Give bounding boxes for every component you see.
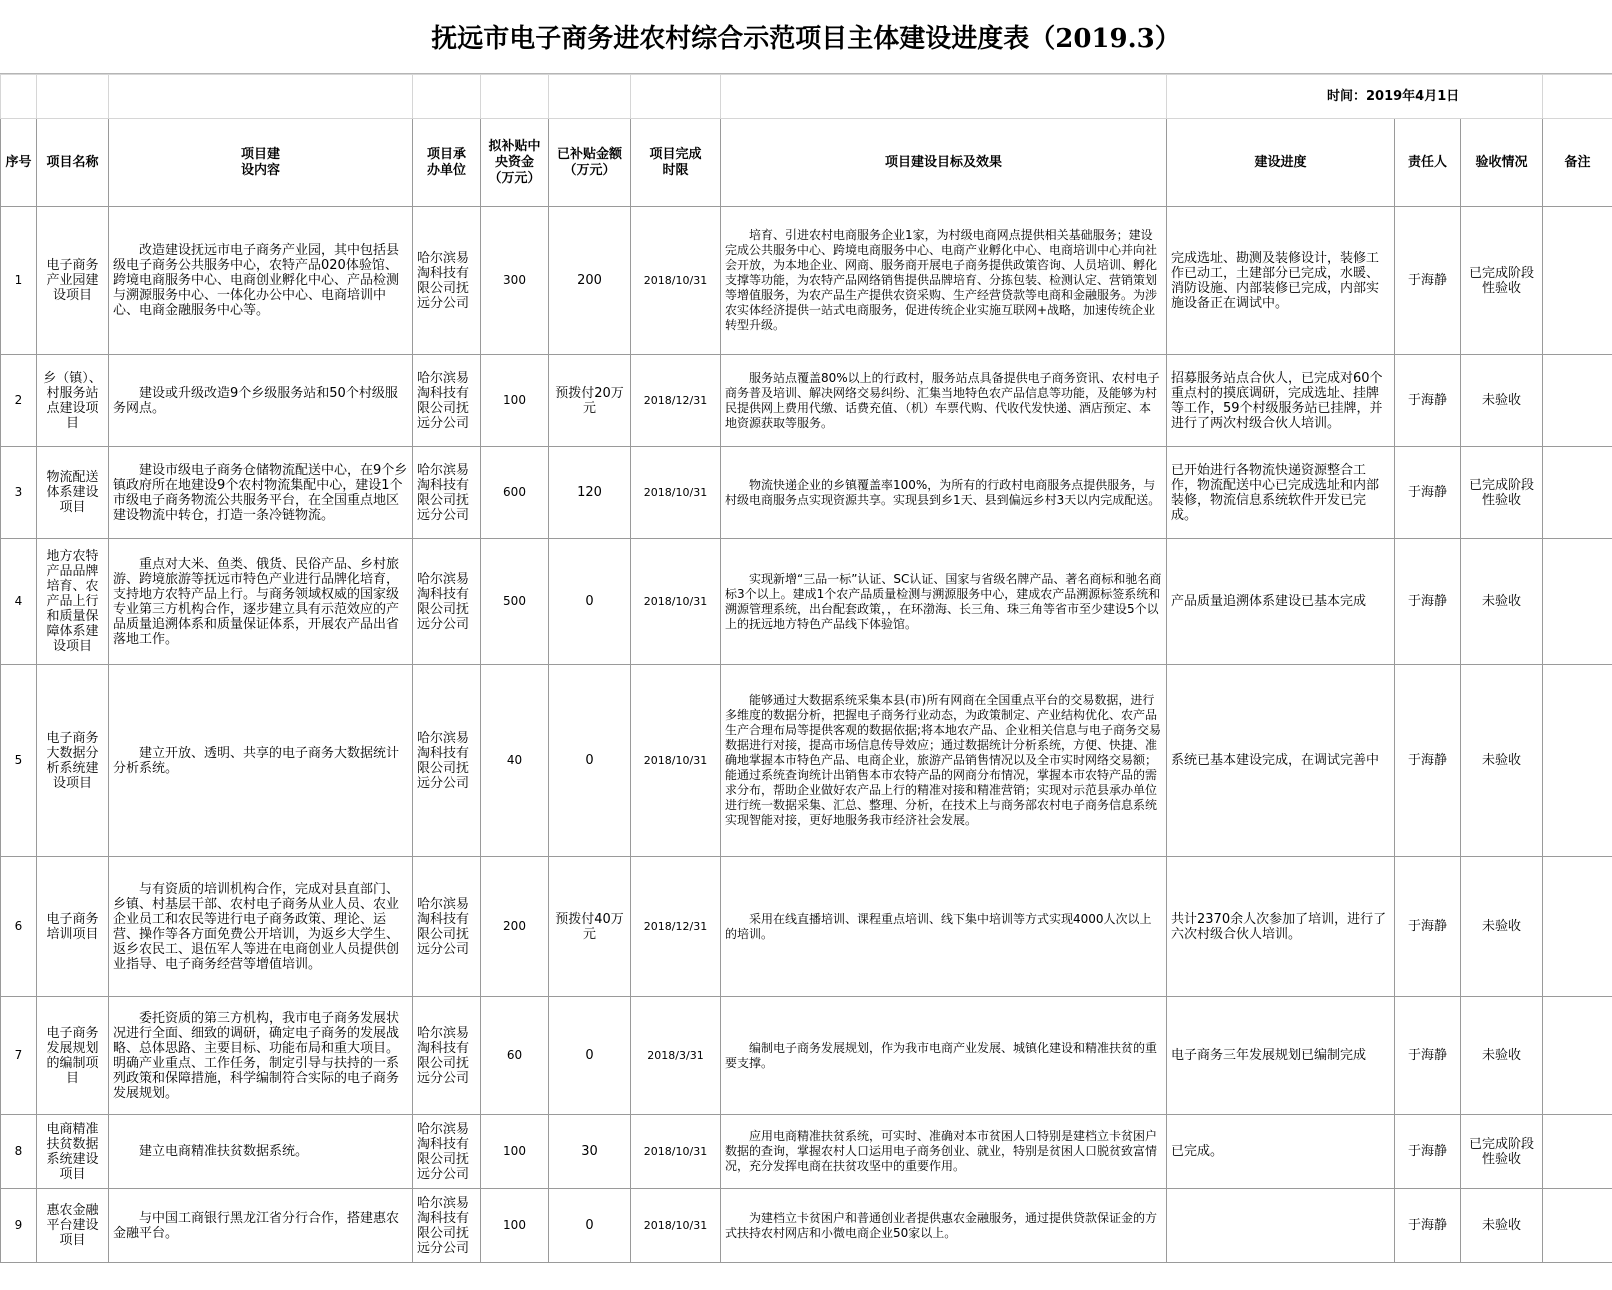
cell-content: 建设或升级改造9个乡级服务站和50个村级服务网点。	[109, 355, 413, 447]
cell-unit: 哈尔滨易淘科技有限公司抚远分公司	[413, 665, 481, 857]
cell-goal: 实现新增“三品一标”认证、SC认证、国家与省级名牌产品、著名商标和驰名商标3个以上。建成1个农产品质量检测与溯源服务中心，建成农产品溯源标签系统和溯源管理系统，出台配套政策，，在环渤海、长三角、珠三角等省市至少建设5个以上的抚远地方特色产品线下体验馆。	[721, 539, 1167, 665]
cell-paid: 预拨付20万元	[549, 355, 631, 447]
cell-note	[1543, 447, 1612, 539]
cell-content: 建立开放、透明、共享的电子商务大数据统计分析系统。	[109, 665, 413, 857]
cell-goal: 能够通过大数据系统采集本县(市)所有网商在全国重点平台的交易数据，进行多维度的数据分析，把握电子商务行业动态，为政策制定、产业结构优化、农产品生产合理布局等提供客观的数据依据;将本地农产品、企业相关信息与电子商务交易数据进行对接，提高市场信息传导效应；通过数据统计分析系统，方便、快捷、准确地掌握本市特色产品、电商企业，旅游产品销售情况以及全市实时网络交易额；能通过系统查询统计出销售本市农特产品的网商分布情况，掌握本市农特产品的需求分布，帮助企业做好农产品上行的精准对接和精准营销；实现对示范县承办单位进行统一数据采集、汇总、整理、分析，在技术上与商务部农村电子商务信息系统实现智能对接，更好地服务我市经济社会发展。	[721, 665, 1167, 857]
header-owner: 责任人	[1395, 119, 1461, 207]
header-deadline: 项目完成 时限	[631, 119, 721, 207]
cell-no: 6	[1, 857, 37, 997]
table-row	[1, 539, 1612, 665]
cell-fund: 40	[481, 665, 549, 857]
report-date: 时间：2019年4月1日	[1167, 75, 1543, 119]
cell-owner: 于海静	[1395, 1189, 1461, 1263]
cell-owner: 于海静	[1395, 447, 1461, 539]
cell-progress	[1167, 1189, 1395, 1263]
cell-accept: 未验收	[1461, 997, 1543, 1115]
cell-content: 建设市级电子商务仓储物流配送中心，在9个乡镇政府所在地建设9个农村物流集配中心，建设1个市级电子商务物流公共服务平台，在全国重点地区建设物流中转仓，打造一条冷链物流。	[109, 447, 413, 539]
cell-no: 4	[1, 539, 37, 665]
cell-progress: 招募服务站点合伙人，已完成对60个重点村的摸底调研，完成选址、挂牌等工作，59个村级服务站已挂牌，并进行了两次村级合伙人培训。	[1167, 355, 1395, 447]
header-fund: 拟补贴中 央资金 （万元）	[481, 119, 549, 207]
cell-deadline: 2018/10/31	[631, 1115, 721, 1189]
cell-note	[1543, 1115, 1612, 1189]
header-progress: 建设进度	[1167, 119, 1395, 207]
cell-unit: 哈尔滨易淘科技有限公司抚远分公司	[413, 997, 481, 1115]
table-row	[1, 207, 1612, 355]
cell-accept: 已完成阶段性验收	[1461, 447, 1543, 539]
cell-accept: 未验收	[1461, 355, 1543, 447]
cell-note	[1543, 1189, 1612, 1263]
cell-fund: 200	[481, 857, 549, 997]
cell-note	[1543, 207, 1612, 355]
cell-no: 9	[1, 1189, 37, 1263]
cell-accept: 已完成阶段性验收	[1461, 1115, 1543, 1189]
cell-note	[1543, 539, 1612, 665]
cell-content: 委托资质的第三方机构，我市电子商务发展状况进行全面、细致的调研，确定电子商务的发展战略、总体思路、主要目标、功能布局和重大项目。明确产业重点、工作任务，制定引导与扶持的一系列政策和保障措施，科学编制符合实际的电子商务发展规划。	[109, 997, 413, 1115]
cell-deadline: 2018/10/31	[631, 447, 721, 539]
cell-name: 地方农特产品品牌培育、农产品上行和质量保障体系建设项目	[37, 539, 109, 665]
cell-goal: 应用电商精准扶贫系统，可实时、准确对本市贫困人口特别是建档立卡贫困户数据的查询，掌握农村人口运用电子商务创业、就业，特别是贫困人口脱贫致富情况，充分发挥电商在扶贫攻坚中的重要作用。	[721, 1115, 1167, 1189]
cell-paid: 预拨付40万元	[549, 857, 631, 997]
progress-table	[0, 74, 1612, 1263]
cell-accept: 未验收	[1461, 1189, 1543, 1263]
cell-name: 电子商务发展规划的编制项目	[37, 997, 109, 1115]
cell-paid: 0	[549, 997, 631, 1115]
cell-content: 与有资质的培训机构合作，完成对县直部门、乡镇、村基层干部、农村电子商务从业人员、农业企业员工和农民等进行电子商务政策、理论、运营、操作等各方面免费公开培训，为返乡大学生、返乡农民工、退伍军人等进在电商创业人员提供创业指导、电子商务经营等增值培训。	[109, 857, 413, 997]
table-row	[1, 857, 1612, 997]
table-row	[1, 1115, 1612, 1189]
cell-unit: 哈尔滨易淘科技有限公司抚远分公司	[413, 355, 481, 447]
cell-fund: 600	[481, 447, 549, 539]
cell-name: 电子商务大数据分析系统建设项目	[37, 665, 109, 857]
header-content: 项目建 设内容	[109, 119, 413, 207]
cell-owner: 于海静	[1395, 207, 1461, 355]
cell-fund: 100	[481, 1115, 549, 1189]
cell-fund: 100	[481, 355, 549, 447]
cell-progress: 共计2370余人次参加了培训，进行了六次村级合伙人培训。	[1167, 857, 1395, 997]
cell-no: 3	[1, 447, 37, 539]
cell-owner: 于海静	[1395, 997, 1461, 1115]
cell-no: 7	[1, 997, 37, 1115]
cell-unit: 哈尔滨易淘科技有限公司抚远分公司	[413, 1115, 481, 1189]
cell-note	[1543, 665, 1612, 857]
table-row	[1, 665, 1612, 857]
cell-deadline: 2018/10/31	[631, 1189, 721, 1263]
cell-content: 建立电商精准扶贫数据系统。	[109, 1115, 413, 1189]
cell-accept: 未验收	[1461, 857, 1543, 997]
cell-paid: 200	[549, 207, 631, 355]
cell-note	[1543, 997, 1612, 1115]
cell-name: 电子商务培训项目	[37, 857, 109, 997]
date-row	[1, 75, 1612, 119]
table-row	[1, 447, 1612, 539]
header-unit: 项目承 办单位	[413, 119, 481, 207]
header-note: 备注	[1543, 119, 1612, 207]
cell-note	[1543, 857, 1612, 997]
cell-accept: 未验收	[1461, 539, 1543, 665]
cell-paid: 0	[549, 539, 631, 665]
cell-owner: 于海静	[1395, 857, 1461, 997]
cell-deadline: 2018/12/31	[631, 355, 721, 447]
cell-no: 8	[1, 1115, 37, 1189]
cell-name: 电商精准扶贫数据系统建设项目	[37, 1115, 109, 1189]
table-row	[1, 355, 1612, 447]
cell-paid: 0	[549, 665, 631, 857]
cell-paid: 0	[549, 1189, 631, 1263]
cell-unit: 哈尔滨易淘科技有限公司抚远分公司	[413, 539, 481, 665]
header-name: 项目名称	[37, 119, 109, 207]
table-row	[1, 1189, 1612, 1263]
cell-unit: 哈尔滨易淘科技有限公司抚远分公司	[413, 447, 481, 539]
header-paid: 已补贴金额 （万元）	[549, 119, 631, 207]
cell-no: 1	[1, 207, 37, 355]
cell-owner: 于海静	[1395, 1115, 1461, 1189]
cell-fund: 60	[481, 997, 549, 1115]
cell-content: 与中国工商银行黑龙江省分行合作，搭建惠农金融平台。	[109, 1189, 413, 1263]
cell-progress: 完成选址、勘测及装修设计，装修工作已动工，土建部分已完成，水暖、消防设施、内部装修已完成，内部实施设备正在调试中。	[1167, 207, 1395, 355]
cell-deadline: 2018/10/31	[631, 665, 721, 857]
cell-paid: 30	[549, 1115, 631, 1189]
cell-progress: 已开始进行各物流快递资源整合工作，物流配送中心已完成选址和内部装修，物流信息系统软件开发已完成。	[1167, 447, 1395, 539]
cell-progress: 已完成。	[1167, 1115, 1395, 1189]
cell-goal: 编制电子商务发展规划，作为我市电商产业发展、城镇化建设和精准扶贫的重要支撑。	[721, 997, 1167, 1115]
cell-progress: 系统已基本建设完成，在调试完善中	[1167, 665, 1395, 857]
cell-progress: 产品质量追溯体系建设已基本完成	[1167, 539, 1395, 665]
cell-note	[1543, 355, 1612, 447]
cell-name: 物流配送体系建设项目	[37, 447, 109, 539]
cell-unit: 哈尔滨易淘科技有限公司抚远分公司	[413, 207, 481, 355]
cell-goal: 培育、引进农村电商服务企业1家，为村级电商网点提供相关基础服务；建设完成公共服务中心、跨境电商服务中心、电商产业孵化中心、电商培训中心并向社会开放，为本地企业、网商、服务商开展电子商务提供政策咨询、人员培训、孵化支撑等功能，为农特产品网络销售提供品牌培育、分拣包装、检测认定、营销策划等增值服务，为农产品生产提供农资采购、生产经营贷款等电商和金融服务。为涉农实体经济提供一站式电商服务，促进传统企业实施互联网+战略，加速传统企业转型升级。	[721, 207, 1167, 355]
cell-no: 5	[1, 665, 37, 857]
cell-no: 2	[1, 355, 37, 447]
cell-owner: 于海静	[1395, 355, 1461, 447]
header-goal: 项目建设目标及效果	[721, 119, 1167, 207]
cell-fund: 500	[481, 539, 549, 665]
cell-name: 乡（镇）、村服务站点建设项目	[37, 355, 109, 447]
cell-owner: 于海静	[1395, 539, 1461, 665]
cell-progress: 电子商务三年发展规划已编制完成	[1167, 997, 1395, 1115]
cell-deadline: 2018/10/31	[631, 539, 721, 665]
cell-deadline: 2018/12/31	[631, 857, 721, 997]
cell-paid: 120	[549, 447, 631, 539]
cell-name: 惠农金融平台建设项目	[37, 1189, 109, 1263]
cell-accept: 已完成阶段性验收	[1461, 207, 1543, 355]
sheet-title: 抚远市电子商务进农村综合示范项目主体建设进度表（2019.3）	[0, 0, 1612, 74]
header-no: 序号	[1, 119, 37, 207]
cell-fund: 300	[481, 207, 549, 355]
cell-unit: 哈尔滨易淘科技有限公司抚远分公司	[413, 857, 481, 997]
cell-goal: 服务站点覆盖80%以上的行政村，服务站点具备提供电子商务资讯、农村电子商务普及培训、解决网络交易纠纷、汇集当地特色农产品信息等功能，及能够为村民提供网上费用代缴、话费充值、（机）车票代购、代收代发快递、酒店预定、本地资源获取等服务。	[721, 355, 1167, 447]
cell-goal: 采用在线直播培训、课程重点培训、线下集中培训等方式实现4000人次以上的培训。	[721, 857, 1167, 997]
cell-accept: 未验收	[1461, 665, 1543, 857]
cell-content: 改造建设抚远市电子商务产业园，其中包括县级电子商务公共服务中心，农特产品020体验馆、跨境电商服务中心、电商创业孵化中心、产品检测与溯源服务中心、一体化办公中心、电商培训中心、电商金融服务中心等。	[109, 207, 413, 355]
cell-content: 重点对大米、鱼类、俄货、民俗产品、乡村旅游、跨境旅游等抚远市特色产业进行品牌化培育，支持地方农特产品上行。与商务领域权威的国家级专业第三方机构合作，逐步建立具有示范效应的产品质量追溯体系和质量保证体系，开展农产品出省落地工作。	[109, 539, 413, 665]
table-row	[1, 997, 1612, 1115]
cell-unit: 哈尔滨易淘科技有限公司抚远分公司	[413, 1189, 481, 1263]
cell-fund: 100	[481, 1189, 549, 1263]
header-row	[1, 119, 1612, 207]
cell-deadline: 2018/10/31	[631, 207, 721, 355]
cell-name: 电子商务产业园建设项目	[37, 207, 109, 355]
cell-goal: 物流快递企业的乡镇覆盖率100%，为所有的行政村电商服务点提供服务，与村级电商服务点实现资源共享。实现县到乡1天、县到偏远乡村3天以内完成配送。	[721, 447, 1167, 539]
cell-deadline: 2018/3/31	[631, 997, 721, 1115]
cell-owner: 于海静	[1395, 665, 1461, 857]
header-accept: 验收情况	[1461, 119, 1543, 207]
cell-goal: 为建档立卡贫困户和普通创业者提供惠农金融服务，通过提供贷款保证金的方式扶持农村网店和小微电商企业50家以上。	[721, 1189, 1167, 1263]
